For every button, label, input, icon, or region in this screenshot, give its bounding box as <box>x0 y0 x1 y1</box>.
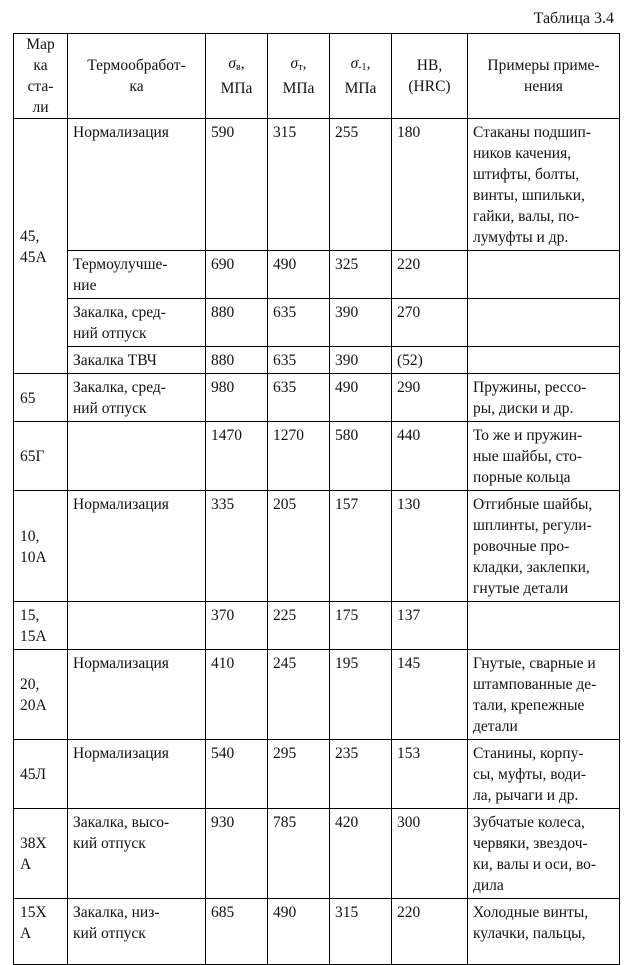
brand-cell: 15Х А <box>14 899 68 965</box>
examples-cell: То же и пружин- ные шайбы, сто- порные кольца <box>468 422 620 491</box>
table-row <box>14 602 620 650</box>
sigma-t-cell: 1270 <box>268 422 330 491</box>
brand-cell: 65Г <box>14 422 68 491</box>
sigma-1-cell: 255 <box>330 119 392 251</box>
brand-cell: 45, 45А <box>14 119 68 374</box>
table-row <box>14 650 620 740</box>
header-examples: Примеры приме- нения <box>468 34 620 119</box>
sigma-t-cell: 225 <box>268 602 330 650</box>
hardness-cell: 440 <box>392 422 468 491</box>
sigma-b-cell: 410 <box>206 650 268 740</box>
sigma-t-cell: 490 <box>268 899 330 965</box>
treatment-cell: Нормализация <box>68 119 206 251</box>
brand-cell: 15, 15А <box>14 602 68 650</box>
sigma-b-cell: 980 <box>206 374 268 422</box>
examples-cell <box>468 347 620 374</box>
sigma-t-cell: 490 <box>268 251 330 299</box>
hardness-cell: 220 <box>392 251 468 299</box>
table-caption: Таблица 3.4 <box>533 10 614 27</box>
table-row <box>14 899 620 965</box>
hardness-cell: 220 <box>392 899 468 965</box>
sigma-b-cell: 590 <box>206 119 268 251</box>
sigma-b-cell: 370 <box>206 602 268 650</box>
sigma-b-cell: 540 <box>206 740 268 809</box>
brand-cell: 20, 20А <box>14 650 68 740</box>
examples-cell: Гнутые, сварные и штампованные де- тали, крепежные детали <box>468 650 620 740</box>
header-treatment: Термообработ- ка <box>68 34 206 119</box>
sigma-t-cell: 635 <box>268 374 330 422</box>
table-row <box>14 251 620 299</box>
sigma-t-cell: 245 <box>268 650 330 740</box>
sigma-b-cell: 880 <box>206 347 268 374</box>
table-row <box>14 809 620 899</box>
sigma-b-cell: 335 <box>206 491 268 602</box>
examples-cell <box>468 251 620 299</box>
header-sigma-1: $\sigma_{-1}$, МПа <box>330 34 392 119</box>
brand-cell: 45Л <box>14 740 68 809</box>
examples-cell: Пружины, рессо- ры, диски и др. <box>468 374 620 422</box>
treatment-cell: Закалка, сред- ний отпуск <box>68 299 206 347</box>
examples-cell: Зубчатые колеса, червяки, звездоч- ки, валы и оси, во- дила <box>468 809 620 899</box>
treatment-cell: Закалка ТВЧ <box>68 347 206 374</box>
treatment-cell: Нормализация <box>68 650 206 740</box>
sigma-1-cell: 195 <box>330 650 392 740</box>
sigma-b-cell: 880 <box>206 299 268 347</box>
treatment-cell: Закалка, низ- кий отпуск <box>68 899 206 965</box>
hardness-cell: 145 <box>392 650 468 740</box>
treatment-cell: Нормализация <box>68 491 206 602</box>
hardness-cell: 180 <box>392 119 468 251</box>
sigma-b-cell: 930 <box>206 809 268 899</box>
sigma-t-cell: 205 <box>268 491 330 602</box>
table-row <box>14 374 620 422</box>
table-row <box>14 491 620 602</box>
treatment-cell: Закалка, высо- кий отпуск <box>68 809 206 899</box>
sigma-t-cell: 315 <box>268 119 330 251</box>
examples-cell: Стаканы подшип- ников качения, штифты, болты, винты, шпильки, гайки, валы, по- лумуфты и др. <box>468 119 620 251</box>
brand-cell: 65 <box>14 374 68 422</box>
sigma-1-cell: 490 <box>330 374 392 422</box>
sigma-1-cell: 315 <box>330 899 392 965</box>
header-hardness: HB, (HRC) <box>392 34 468 119</box>
hardness-cell: 270 <box>392 299 468 347</box>
sigma-1-cell: 420 <box>330 809 392 899</box>
header-brand: Мар ка ста- ли <box>14 34 68 119</box>
hardness-cell: (52) <box>392 347 468 374</box>
hardness-cell: 300 <box>392 809 468 899</box>
brand-cell: 38Х А <box>14 809 68 899</box>
treatment-cell: Закалка, сред- ний отпуск <box>68 374 206 422</box>
sigma-b-cell: 1470 <box>206 422 268 491</box>
sigma-t-cell: 635 <box>268 299 330 347</box>
treatment-cell <box>68 602 206 650</box>
sigma-b-cell: 685 <box>206 899 268 965</box>
sigma-t-cell: 295 <box>268 740 330 809</box>
examples-cell <box>468 602 620 650</box>
treatment-cell <box>68 422 206 491</box>
table-row <box>14 347 620 374</box>
steel-properties-table <box>13 33 620 965</box>
table-row <box>14 740 620 809</box>
table-row <box>14 119 620 251</box>
hardness-cell: 137 <box>392 602 468 650</box>
sigma-1-cell: 157 <box>330 491 392 602</box>
hardness-cell: 130 <box>392 491 468 602</box>
hardness-cell: 153 <box>392 740 468 809</box>
examples-cell: Холодные винты, кулачки, пальцы, <box>468 899 620 965</box>
table-row <box>14 422 620 491</box>
header-sigma-t: $\sigma_т$, МПа <box>268 34 330 119</box>
table-header-row <box>14 34 620 119</box>
examples-cell <box>468 299 620 347</box>
examples-cell: Отгибные шайбы, шплинты, регули- ровочные про- кладки, заклепки, гнутые детали <box>468 491 620 602</box>
hardness-cell: 290 <box>392 374 468 422</box>
sigma-1-cell: 175 <box>330 602 392 650</box>
brand-cell: 10, 10А <box>14 491 68 602</box>
treatment-cell: Нормализация <box>68 740 206 809</box>
sigma-1-cell: 325 <box>330 251 392 299</box>
treatment-cell: Термоулучше- ние <box>68 251 206 299</box>
sigma-1-cell: 235 <box>330 740 392 809</box>
table-row <box>14 299 620 347</box>
header-sigma-b: $\sigma_в$, МПа <box>206 34 268 119</box>
sigma-t-cell: 785 <box>268 809 330 899</box>
sigma-1-cell: 580 <box>330 422 392 491</box>
sigma-1-cell: 390 <box>330 299 392 347</box>
sigma-b-cell: 690 <box>206 251 268 299</box>
examples-cell: Станины, корпу- сы, муфты, води- ла, рычаги и др. <box>468 740 620 809</box>
sigma-t-cell: 635 <box>268 347 330 374</box>
sigma-1-cell: 390 <box>330 347 392 374</box>
